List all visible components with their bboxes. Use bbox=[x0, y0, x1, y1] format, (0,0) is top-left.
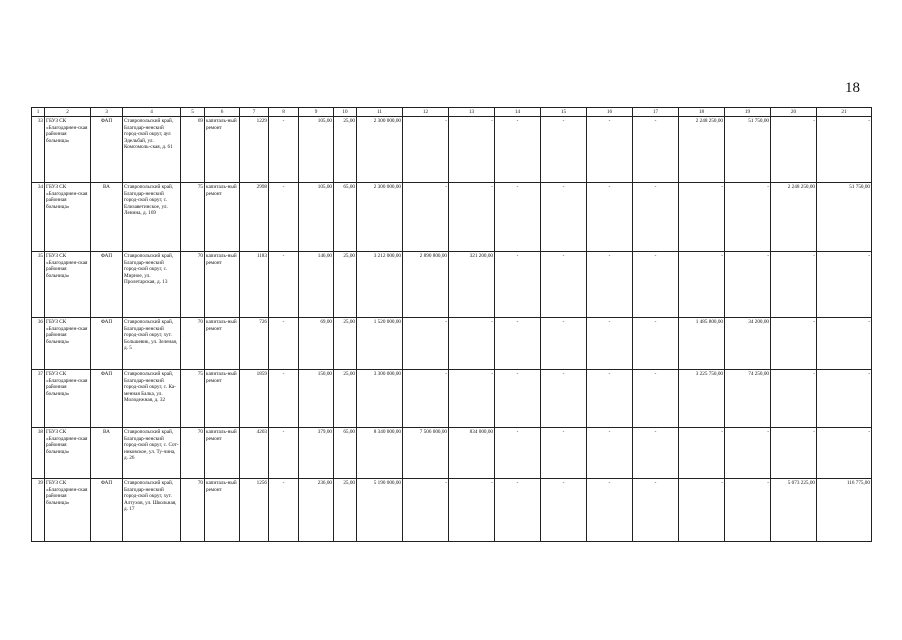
table-cell: 116 775,00 bbox=[817, 479, 872, 542]
table-cell: ГБУЗ СК «Благодарнен-ская районная больница» bbox=[45, 183, 91, 252]
table-cell: 65,00 bbox=[334, 183, 357, 252]
table-cell: ГБУЗ СК «Благодарнен-ская районная больница» bbox=[45, 117, 91, 183]
table-cell: 3 225 750,00 bbox=[679, 370, 725, 428]
table-cell: 70 bbox=[181, 252, 205, 318]
table-cell: 2 248 250,00 bbox=[679, 117, 725, 183]
table-cell: 1 520 000,00 bbox=[357, 318, 403, 370]
header-cell: 19 bbox=[725, 108, 771, 117]
table-cell: - bbox=[771, 252, 817, 318]
table-cell: - bbox=[633, 479, 679, 542]
table-cell: 36 bbox=[32, 318, 45, 370]
table-cell: - bbox=[403, 183, 449, 252]
table-cell: - bbox=[403, 479, 449, 542]
table-cell: ГБУЗ СК «Благодарнен-ская районная больница» bbox=[45, 318, 91, 370]
table-cell: - bbox=[817, 252, 872, 318]
table-cell: ФАП bbox=[91, 252, 123, 318]
header-cell: 6 bbox=[205, 108, 240, 117]
table-cell: капиталь-ный ремонт bbox=[205, 479, 240, 542]
table-cell: - bbox=[495, 183, 541, 252]
table-cell: 25,00 bbox=[334, 370, 357, 428]
table-cell: 321 200,00 bbox=[449, 252, 495, 318]
table-row bbox=[32, 252, 872, 318]
header-cell: 3 bbox=[91, 108, 123, 117]
table-cell: - bbox=[771, 117, 817, 183]
table-cell: - bbox=[449, 370, 495, 428]
table-cell: 5 190 000,00 bbox=[357, 479, 403, 542]
table-cell: - bbox=[817, 428, 872, 479]
table-cell: - bbox=[587, 318, 633, 370]
table-cell: ФАП bbox=[91, 370, 123, 428]
table-cell: - bbox=[679, 183, 725, 252]
table-cell: 38 bbox=[32, 428, 45, 479]
table-cell: - bbox=[403, 318, 449, 370]
table-cell: - bbox=[725, 479, 771, 542]
table-cell: 8 340 000,00 bbox=[357, 428, 403, 479]
table-cell: - bbox=[587, 183, 633, 252]
table-cell: - bbox=[633, 428, 679, 479]
table-cell: - bbox=[587, 117, 633, 183]
table-row bbox=[32, 318, 872, 370]
table-cell: 25,00 bbox=[334, 318, 357, 370]
table-cell: 69 bbox=[181, 117, 205, 183]
table-cell: - bbox=[269, 117, 299, 183]
table-cell: - bbox=[587, 370, 633, 428]
table-cell: ГБУЗ СК «Благодарнен-ская районная больница» bbox=[45, 370, 91, 428]
table-cell: 70 bbox=[181, 318, 205, 370]
table-cell: ВА bbox=[91, 428, 123, 479]
table-cell: - bbox=[679, 428, 725, 479]
table-cell: - bbox=[269, 252, 299, 318]
header-cell: 12 bbox=[403, 108, 449, 117]
table-cell: ФАП bbox=[91, 318, 123, 370]
table-cell: - bbox=[633, 370, 679, 428]
table-cell: 70 bbox=[181, 479, 205, 542]
table-cell: 2 890 800,00 bbox=[403, 252, 449, 318]
table-cell: 39 bbox=[32, 479, 45, 542]
table-cell: 25,00 bbox=[334, 252, 357, 318]
table-cell: - bbox=[587, 428, 633, 479]
header-cell: 21 bbox=[817, 108, 872, 117]
table-cell: 33 bbox=[32, 117, 45, 183]
table-cell: 7 506 000,00 bbox=[403, 428, 449, 479]
table-cell: 74 250,00 bbox=[725, 370, 771, 428]
table-cell: - bbox=[725, 252, 771, 318]
table-cell: ГБУЗ СК «Благодарнен-ская районная больница» bbox=[45, 479, 91, 542]
table-cell: - bbox=[633, 318, 679, 370]
header-cell: 15 bbox=[541, 108, 587, 117]
table-cell: 51 750,00 bbox=[725, 117, 771, 183]
table-cell: ВА bbox=[91, 183, 123, 252]
table-cell: - bbox=[269, 479, 299, 542]
header-cell: 10 bbox=[334, 108, 357, 117]
table-row bbox=[32, 117, 872, 183]
header-cell: 1 bbox=[32, 108, 45, 117]
table-cell: 34 bbox=[32, 183, 45, 252]
table-cell: капиталь-ный ремонт bbox=[205, 252, 240, 318]
table-cell: 65,00 bbox=[334, 428, 357, 479]
table-cell: - bbox=[817, 117, 872, 183]
table-cell: Ставропольский край, Благодар-ненский город-ской округ, с. Мирное, ул. Пролетарская, д. 13 bbox=[123, 252, 181, 318]
header-row bbox=[32, 108, 872, 117]
table-cell: - bbox=[449, 479, 495, 542]
table-row bbox=[32, 428, 872, 479]
table-cell: 1859 bbox=[240, 370, 269, 428]
table-cell: - bbox=[541, 117, 587, 183]
table-cell: 236,00 bbox=[299, 479, 334, 542]
table-cell: 1 485 800,00 bbox=[679, 318, 725, 370]
table-cell: капиталь-ный ремонт bbox=[205, 117, 240, 183]
table-cell: 105,00 bbox=[299, 183, 334, 252]
table-cell: - bbox=[541, 252, 587, 318]
table-cell: Ставропольский край, Благодар-ненский город-ской округ, аул Эдельбай, ул. Комсомоль-ская, д. 61 bbox=[123, 117, 181, 183]
table-cell: ФАП bbox=[91, 117, 123, 183]
table-cell: 25,00 bbox=[334, 479, 357, 542]
table-cell: 70 bbox=[181, 428, 205, 479]
table-cell: - bbox=[495, 252, 541, 318]
table-cell: 1183 bbox=[240, 252, 269, 318]
table-cell: 379,00 bbox=[299, 428, 334, 479]
table-cell: - bbox=[449, 318, 495, 370]
table-cell: - bbox=[541, 318, 587, 370]
table-cell: 34 200,00 bbox=[725, 318, 771, 370]
table-row bbox=[32, 479, 872, 542]
table-cell: - bbox=[495, 318, 541, 370]
table-cell: - bbox=[771, 428, 817, 479]
table-cell: - bbox=[269, 370, 299, 428]
table-cell: Ставропольский край, Благодар-ненский город-ской округ, хут. Большевик, ул. Зеленая, д. 5 bbox=[123, 318, 181, 370]
table-cell: капиталь-ный ремонт bbox=[205, 370, 240, 428]
table-cell: ФАП bbox=[91, 479, 123, 542]
header-cell: 8 bbox=[269, 108, 299, 117]
table-cell: 2 300 000,00 bbox=[357, 117, 403, 183]
table-cell: - bbox=[495, 370, 541, 428]
header-cell: 9 bbox=[299, 108, 334, 117]
table-cell: - bbox=[403, 370, 449, 428]
table-cell: - bbox=[495, 117, 541, 183]
table-cell: - bbox=[587, 252, 633, 318]
table-cell: 1229 bbox=[240, 117, 269, 183]
table-cell: - bbox=[495, 479, 541, 542]
table-cell: - bbox=[725, 183, 771, 252]
table-cell: Ставропольский край, Благодар-ненский город-ской округ, хут. Алтухов, ул. Школьная, д. 17 bbox=[123, 479, 181, 542]
table-cell: 146,00 bbox=[299, 252, 334, 318]
table-cell: Ставропольский край, Благодар-ненский город-ской округ, с. Елизаветинское, ул. Ленина, д. 169 bbox=[123, 183, 181, 252]
table-cell: Ставропольский край, Благодар-ненский город-ской округ, с. Сот-никовское, ул. Ту-чина, д. 26 bbox=[123, 428, 181, 479]
table-cell: 3 300 000,00 bbox=[357, 370, 403, 428]
header-cell: 4 bbox=[123, 108, 181, 117]
table-cell: 35 bbox=[32, 252, 45, 318]
table-cell: - bbox=[541, 183, 587, 252]
table-cell: - bbox=[633, 117, 679, 183]
table-cell: 4203 bbox=[240, 428, 269, 479]
header-cell: 11 bbox=[357, 108, 403, 117]
table-cell: 75 bbox=[181, 370, 205, 428]
expenditure-table bbox=[31, 107, 872, 542]
table-cell: - bbox=[633, 183, 679, 252]
table-cell: - bbox=[587, 479, 633, 542]
header-cell: 14 bbox=[495, 108, 541, 117]
table-cell: - bbox=[541, 479, 587, 542]
table-cell: 726 bbox=[240, 318, 269, 370]
header-cell: 16 bbox=[587, 108, 633, 117]
table-cell: - bbox=[269, 428, 299, 479]
table-cell: - bbox=[817, 318, 872, 370]
table-cell: - bbox=[541, 370, 587, 428]
table-cell: - bbox=[771, 318, 817, 370]
table-cell: - bbox=[269, 183, 299, 252]
table-cell: - bbox=[449, 117, 495, 183]
table-cell: 150,00 bbox=[299, 370, 334, 428]
table-cell: 834 000,00 bbox=[449, 428, 495, 479]
page-number: 18 bbox=[845, 80, 860, 96]
table-cell: капиталь-ный ремонт bbox=[205, 318, 240, 370]
table-cell: - bbox=[679, 479, 725, 542]
table-cell: - bbox=[817, 370, 872, 428]
table-cell: Ставропольский край, Благодар-ненский город-ской округ, с. Ка-менная Балка, ул. Молодежная, д. 32 bbox=[123, 370, 181, 428]
header-cell: 5 bbox=[181, 108, 205, 117]
table-row bbox=[32, 183, 872, 252]
table-cell: капиталь-ный ремонт bbox=[205, 428, 240, 479]
table-cell: 3 212 000,00 bbox=[357, 252, 403, 318]
table-cell: - bbox=[449, 183, 495, 252]
table-cell: ГБУЗ СК «Благодарнен-ская районная больница» bbox=[45, 428, 91, 479]
table-cell: 5 073 225,00 bbox=[771, 479, 817, 542]
header-cell: 2 bbox=[45, 108, 91, 117]
table-cell: 51 750,00 bbox=[817, 183, 872, 252]
table-cell: капиталь-ный ремонт bbox=[205, 183, 240, 252]
table-cell: 105,00 bbox=[299, 117, 334, 183]
header-cell: 7 bbox=[240, 108, 269, 117]
table-cell: - bbox=[403, 117, 449, 183]
table-cell: - bbox=[771, 370, 817, 428]
table-cell: ГБУЗ СК «Благодарнен-ская районная больница» bbox=[45, 252, 91, 318]
table-cell: - bbox=[679, 252, 725, 318]
table-cell: - bbox=[541, 428, 587, 479]
table-cell: 2998 bbox=[240, 183, 269, 252]
table-cell: 25,00 bbox=[334, 117, 357, 183]
table-cell: - bbox=[495, 428, 541, 479]
table-cell: 75 bbox=[181, 183, 205, 252]
table-row bbox=[32, 370, 872, 428]
table-cell: 2 248 250,00 bbox=[771, 183, 817, 252]
table-cell: - bbox=[633, 252, 679, 318]
table-cell: 2 300 000,00 bbox=[357, 183, 403, 252]
header-cell: 20 bbox=[771, 108, 817, 117]
header-cell: 13 bbox=[449, 108, 495, 117]
header-cell: 18 bbox=[679, 108, 725, 117]
table-cell: 37 bbox=[32, 370, 45, 428]
table-cell: 1256 bbox=[240, 479, 269, 542]
header-cell: 17 bbox=[633, 108, 679, 117]
table-cell: - bbox=[269, 318, 299, 370]
table-cell: - bbox=[725, 428, 771, 479]
table-cell: 69,00 bbox=[299, 318, 334, 370]
